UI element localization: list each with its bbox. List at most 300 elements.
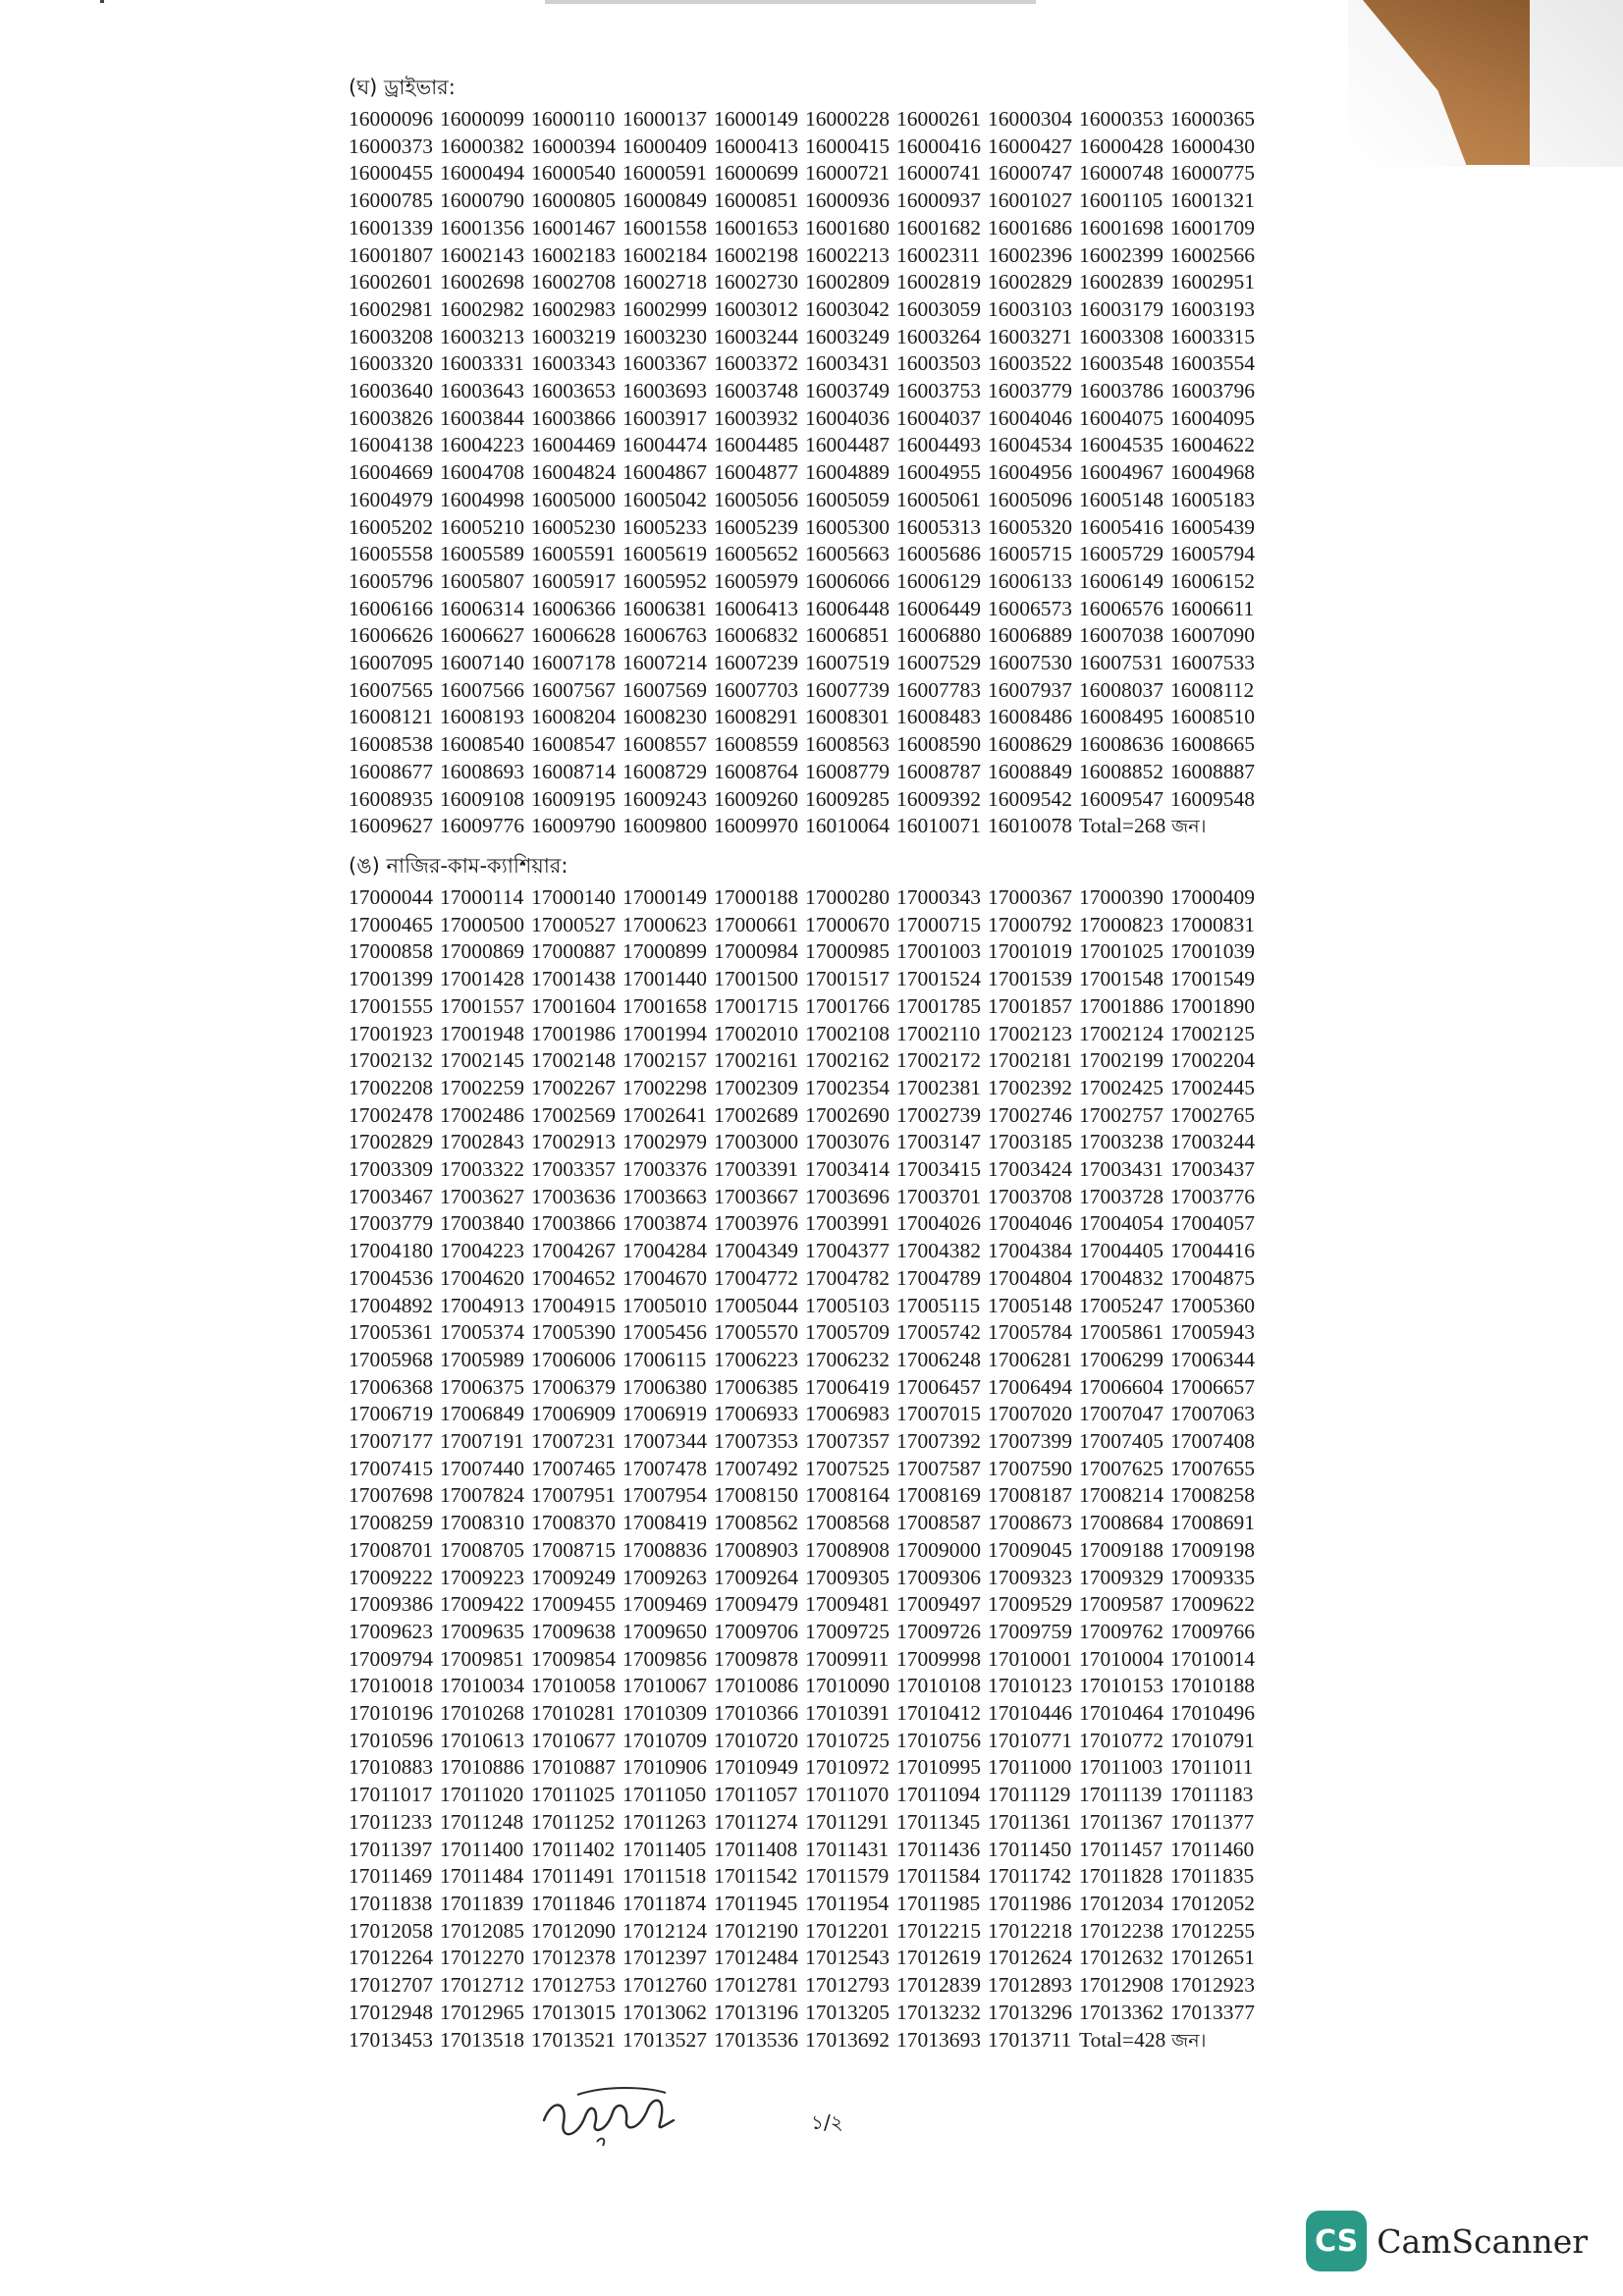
roll-number: 16004485 [714, 433, 798, 457]
roll-number: 17003667 [714, 1184, 798, 1208]
roll-number: 16003213 [440, 324, 524, 348]
total-count: Total=268 [1079, 814, 1166, 838]
roll-number: 16010064 [805, 814, 890, 838]
roll-number: 16000455 [349, 161, 433, 186]
roll-number: 17004832 [1079, 1265, 1163, 1290]
roll-number: 17007590 [988, 1456, 1072, 1480]
roll-number: 17009305 [805, 1565, 890, 1589]
roll-number: 16006066 [805, 568, 890, 593]
roll-number: 16000415 [805, 133, 890, 158]
roll-number: 16007703 [714, 677, 798, 702]
roll-number: 17002641 [622, 1102, 707, 1127]
roll-number: 16008935 [349, 786, 433, 811]
roll-number: 16006889 [988, 623, 1072, 648]
roll-number: 17002208 [349, 1075, 433, 1099]
roll-number: 17011361 [988, 1809, 1072, 1834]
roll-number: 16007937 [988, 677, 1072, 702]
roll-number: 17012781 [714, 1973, 798, 1998]
roll-number: 17006368 [349, 1374, 433, 1399]
roll-number: 17005390 [531, 1320, 616, 1345]
roll-number: 16004046 [988, 405, 1072, 430]
roll-number: 16002718 [622, 270, 707, 294]
roll-number: 17008150 [714, 1483, 798, 1508]
roll-number: 16002829 [988, 270, 1072, 294]
roll-number: 17000887 [531, 939, 616, 964]
roll-number: 17009045 [988, 1537, 1072, 1562]
section-total [1079, 2027, 1207, 2056]
roll-number: 16007739 [805, 677, 890, 702]
roll-number: 17003840 [440, 1211, 524, 1236]
roll-number: 16001105 [1079, 188, 1163, 213]
roll-number: 17000984 [714, 939, 798, 964]
roll-number: 16006880 [896, 623, 981, 648]
roll-number: 16000099 [440, 107, 524, 131]
roll-number: 17008715 [531, 1537, 616, 1562]
roll-number: 17008568 [805, 1511, 890, 1535]
roll-number: 16008849 [988, 759, 1072, 783]
roll-number: 17010086 [714, 1674, 798, 1698]
roll-number: 17003238 [1079, 1130, 1163, 1154]
roll-number: 17008187 [988, 1483, 1072, 1508]
roll-number: 16007214 [622, 651, 707, 675]
roll-number: 17012948 [349, 2000, 433, 2024]
roll-number: 17011291 [805, 1809, 890, 1834]
roll-number: 16001653 [714, 215, 798, 240]
roll-number: 16005652 [714, 542, 798, 566]
roll-number: 17010412 [896, 1701, 981, 1726]
roll-number: 17002690 [805, 1102, 890, 1127]
roll-number: 17006223 [714, 1347, 798, 1371]
roll-number: 17013536 [714, 2027, 798, 2052]
roll-number: 16008193 [440, 705, 524, 729]
roll-number: 16007569 [622, 677, 707, 702]
roll-number: 16003917 [622, 405, 707, 430]
roll-number: 16008037 [1079, 677, 1163, 702]
roll-number: 16005979 [714, 568, 798, 593]
roll-number: 16008486 [988, 705, 1072, 729]
roll-number: 17011057 [714, 1783, 798, 1807]
roll-number: 17002979 [622, 1130, 707, 1154]
roll-number: 17000985 [805, 939, 890, 964]
roll-number: 17013296 [988, 2000, 1072, 2024]
roll-number: 17009856 [622, 1646, 707, 1671]
roll-number: 17007655 [1170, 1456, 1255, 1480]
roll-number: 17010772 [1079, 1728, 1163, 1752]
roll-number: 17012052 [1170, 1892, 1255, 1915]
roll-number: 17011542 [714, 1864, 798, 1889]
roll-number: 16000937 [896, 188, 981, 213]
roll-number: 16000699 [714, 161, 798, 186]
roll-number: 17010123 [988, 1674, 1072, 1698]
roll-number: 16005619 [622, 542, 707, 566]
roll-number: 17012215 [896, 1918, 981, 1943]
roll-number: 16007783 [896, 677, 981, 702]
roll-number: 16005202 [349, 514, 433, 539]
roll-number: 17010883 [349, 1755, 433, 1780]
roll-number: 16006413 [714, 596, 798, 620]
roll-number: 17011050 [622, 1783, 707, 1807]
roll-number: 17010281 [531, 1701, 616, 1726]
roll-number: 17001555 [349, 993, 433, 1018]
roll-number: 17013518 [440, 2027, 524, 2052]
roll-number: 17011846 [531, 1892, 616, 1915]
roll-number: 17000823 [1079, 912, 1163, 936]
roll-number: 17009422 [440, 1592, 524, 1617]
roll-number: 17007353 [714, 1429, 798, 1454]
roll-number: 16003244 [714, 324, 798, 348]
roll-number: 17007824 [440, 1483, 524, 1508]
roll-number: 17009323 [988, 1565, 1072, 1589]
roll-number: 17001886 [1079, 993, 1163, 1018]
roll-number: 16003219 [531, 324, 616, 348]
nazir-section-heading: (ঙ) নাজির-কাম-ক্যাশিয়ার: [349, 853, 568, 878]
roll-number: 17012238 [1079, 1918, 1163, 1943]
roll-number: 17011838 [349, 1892, 433, 1915]
roll-number: 17009188 [1079, 1537, 1163, 1562]
roll-number: 16006448 [805, 596, 890, 620]
camscanner-watermark [1306, 2210, 1588, 2272]
roll-number: 17007525 [805, 1456, 890, 1480]
roll-number: 16002213 [805, 242, 890, 267]
roll-number: 17002125 [1170, 1021, 1255, 1045]
roll-number: 16000494 [440, 161, 524, 186]
roll-number: 16006381 [622, 596, 707, 620]
roll-number: 16006763 [622, 623, 707, 648]
roll-number: 16007531 [1079, 651, 1163, 675]
roll-number: 17013453 [349, 2027, 433, 2052]
roll-number: 17000114 [440, 884, 524, 909]
roll-number: 16000849 [622, 188, 707, 213]
roll-number: 16003179 [1079, 296, 1163, 321]
roll-number: 17002829 [349, 1130, 433, 1154]
roll-number: 17004782 [805, 1265, 890, 1290]
roll-number: 17012264 [349, 1946, 433, 1970]
roll-number: 16005239 [714, 514, 798, 539]
roll-number: 16008230 [622, 705, 707, 729]
roll-number: 17009263 [622, 1565, 707, 1589]
roll-number: 16001339 [349, 215, 433, 240]
roll-number: 17011003 [1079, 1755, 1163, 1780]
roll-number: 17003701 [896, 1184, 981, 1208]
roll-number: 17011469 [349, 1864, 433, 1889]
roll-number: 17012484 [714, 1946, 798, 1970]
roll-number: 16003249 [805, 324, 890, 348]
roll-number: 17010972 [805, 1755, 890, 1780]
roll-number: 16000591 [622, 161, 707, 186]
roll-number: 16008510 [1170, 705, 1255, 729]
roll-number: 16002198 [714, 242, 798, 267]
roll-number: 16002951 [1170, 270, 1255, 294]
roll-number: 16008483 [896, 705, 981, 729]
roll-number: 16006133 [988, 568, 1072, 593]
roll-number: 16005230 [531, 514, 616, 539]
roll-number: 16006611 [1170, 596, 1255, 620]
roll-number: 16007095 [349, 651, 433, 675]
roll-number: 16002839 [1079, 270, 1163, 294]
roll-number: 17008370 [531, 1511, 616, 1535]
roll-number: 17008562 [714, 1511, 798, 1535]
roll-number: 17010720 [714, 1728, 798, 1752]
roll-number: 16006832 [714, 623, 798, 648]
roll-number: 17010725 [805, 1728, 890, 1752]
roll-number: 17004772 [714, 1265, 798, 1290]
roll-number: 17004405 [1079, 1239, 1163, 1263]
roll-number: 17006919 [622, 1402, 707, 1426]
roll-number: 16009260 [714, 786, 798, 811]
roll-number: 17010014 [1170, 1646, 1255, 1671]
roll-number: 17009911 [805, 1646, 890, 1671]
roll-number: 17002161 [714, 1048, 798, 1073]
roll-number: 16003042 [805, 296, 890, 321]
roll-number: 16008852 [1079, 759, 1163, 783]
roll-number: 16003193 [1170, 296, 1255, 321]
roll-number: 17010771 [988, 1728, 1072, 1752]
roll-number: 16003749 [805, 379, 890, 403]
roll-number: 16003548 [1079, 351, 1163, 376]
roll-number: 17012893 [988, 1973, 1072, 1998]
roll-number: 17003076 [805, 1130, 890, 1154]
roll-number: 17002148 [531, 1048, 616, 1073]
roll-number: 17008836 [622, 1537, 707, 1562]
roll-number: 17010709 [622, 1728, 707, 1752]
roll-number: 17004349 [714, 1239, 798, 1263]
roll-number: 17000149 [622, 884, 707, 909]
roll-number: 17010949 [714, 1755, 798, 1780]
roll-number: 17003467 [349, 1184, 433, 1208]
roll-number: 17010613 [440, 1728, 524, 1752]
roll-number: 17010496 [1170, 1701, 1255, 1726]
roll-number: 17000831 [1170, 912, 1255, 936]
total-count: Total=428 [1079, 2027, 1166, 2052]
roll-number: 17009223 [440, 1565, 524, 1589]
roll-number: 17008673 [988, 1511, 1072, 1535]
roll-number: 17010446 [988, 1701, 1072, 1726]
roll-number: 17009479 [714, 1592, 798, 1617]
roll-number: 17002157 [622, 1048, 707, 1073]
roll-number: 16005794 [1170, 542, 1255, 566]
roll-number: 17004652 [531, 1265, 616, 1290]
roll-number: 16008538 [349, 732, 433, 757]
roll-number: 17007063 [1170, 1402, 1255, 1426]
roll-number: 17007392 [896, 1429, 981, 1454]
roll-number: 17001399 [349, 967, 433, 991]
roll-number: 17011397 [349, 1837, 433, 1861]
roll-number: 17011518 [622, 1864, 707, 1889]
roll-number: 17001025 [1079, 939, 1163, 964]
roll-number: 17007047 [1079, 1402, 1163, 1426]
roll-number: 17003776 [1170, 1184, 1255, 1208]
roll-number: 17002267 [531, 1075, 616, 1099]
roll-number: 17007015 [896, 1402, 981, 1426]
roll-number: 16010071 [896, 814, 981, 838]
roll-number: 17003244 [1170, 1130, 1255, 1154]
roll-number: 17009386 [349, 1592, 433, 1617]
roll-number: 17004670 [622, 1265, 707, 1290]
roll-number: 17005968 [349, 1347, 433, 1371]
roll-number: 16003753 [896, 379, 981, 403]
roll-number: 17010464 [1079, 1701, 1163, 1726]
roll-number: 16000540 [531, 161, 616, 186]
roll-number: 17002765 [1170, 1102, 1255, 1127]
roll-number: 17011985 [896, 1892, 981, 1915]
roll-number: 17000715 [896, 912, 981, 936]
roll-number: 16009542 [988, 786, 1072, 811]
roll-number: 17007440 [440, 1456, 524, 1480]
roll-number: 17011457 [1079, 1837, 1163, 1861]
roll-number: 17006494 [988, 1374, 1072, 1399]
roll-number: 16005663 [805, 542, 890, 566]
roll-number: 17011450 [988, 1837, 1072, 1861]
roll-number: 16003643 [440, 379, 524, 403]
roll-number: 16006149 [1079, 568, 1163, 593]
roll-number: 17010067 [622, 1674, 707, 1698]
roll-number: 17003663 [622, 1184, 707, 1208]
roll-number: 16008112 [1170, 677, 1255, 702]
roll-number: 16002698 [440, 270, 524, 294]
roll-number: 17011402 [531, 1837, 616, 1861]
roll-number: 16008665 [1170, 732, 1255, 757]
roll-number: 16009195 [531, 786, 616, 811]
roll-number: 16009392 [896, 786, 981, 811]
roll-number: 17012218 [988, 1918, 1072, 1943]
roll-number: 16005558 [349, 542, 433, 566]
roll-number: 17009762 [1079, 1619, 1163, 1643]
roll-number: 17012760 [622, 1973, 707, 1998]
roll-number: 17008701 [349, 1537, 433, 1562]
roll-number: 17008691 [1170, 1511, 1255, 1535]
roll-number: 16005686 [896, 542, 981, 566]
roll-number: 17009000 [896, 1537, 981, 1562]
roll-number: 17002199 [1079, 1048, 1163, 1073]
roll-number: 17006380 [622, 1374, 707, 1399]
roll-number: 16002184 [622, 242, 707, 267]
roll-number: 17007492 [714, 1456, 798, 1480]
roll-number: 17013377 [1170, 2000, 1255, 2024]
roll-number: 17009878 [714, 1646, 798, 1671]
roll-number: 17003357 [531, 1157, 616, 1182]
roll-number: 17008310 [440, 1511, 524, 1535]
roll-number: 17006604 [1079, 1374, 1163, 1399]
roll-number: 16005917 [531, 568, 616, 593]
roll-number: 16002183 [531, 242, 616, 267]
roll-number: 16000741 [896, 161, 981, 186]
roll-number: 17009529 [988, 1592, 1072, 1617]
roll-number: 17005361 [349, 1320, 433, 1345]
roll-number: 17007698 [349, 1483, 433, 1508]
roll-number: 17004384 [988, 1239, 1072, 1263]
roll-number: 17002478 [349, 1102, 433, 1127]
roll-number: 16003230 [622, 324, 707, 348]
roll-number: 17013362 [1079, 2000, 1163, 2024]
roll-number: 16007533 [1170, 651, 1255, 675]
roll-number: 17002354 [805, 1075, 890, 1099]
roll-number: 16006627 [440, 623, 524, 648]
roll-number: 17010004 [1079, 1646, 1163, 1671]
roll-number: 16003315 [1170, 324, 1255, 348]
roll-number: 17005374 [440, 1320, 524, 1345]
roll-number: 17006006 [531, 1347, 616, 1371]
roll-number: 16000382 [440, 133, 524, 158]
roll-number: 16003059 [896, 296, 981, 321]
roll-number: 17013205 [805, 2000, 890, 2024]
driver-section-heading: (ঘ) ড্রাইভার: [349, 76, 456, 99]
roll-number: 17007408 [1170, 1429, 1255, 1454]
roll-number: 17003391 [714, 1157, 798, 1182]
roll-number: 16003367 [622, 351, 707, 376]
roll-number: 17011839 [440, 1892, 524, 1915]
roll-number: 16005096 [988, 487, 1072, 511]
roll-number: 17013693 [896, 2027, 981, 2052]
roll-number: 16004138 [349, 433, 433, 457]
roll-number: 17007465 [531, 1456, 616, 1480]
roll-number: 16002143 [440, 242, 524, 267]
roll-number: 16004824 [531, 460, 616, 485]
roll-number: 16005210 [440, 514, 524, 539]
roll-number: 17002259 [440, 1075, 524, 1099]
roll-number: 17012201 [805, 1918, 890, 1943]
roll-number: 16009800 [622, 814, 707, 838]
roll-number: 16002809 [805, 270, 890, 294]
roll-number: 17005570 [714, 1320, 798, 1345]
roll-number: 16006573 [988, 596, 1072, 620]
roll-number: 16007178 [531, 651, 616, 675]
roll-number: 17009622 [1170, 1592, 1255, 1617]
roll-number: 17012707 [349, 1973, 433, 1998]
roll-number: 17009335 [1170, 1565, 1255, 1589]
roll-number: 16004493 [896, 433, 981, 457]
roll-number: 16009548 [1170, 786, 1255, 811]
roll-number: 16000851 [714, 188, 798, 213]
roll-number: 16004474 [622, 433, 707, 457]
roll-number: 17011367 [1079, 1809, 1163, 1834]
roll-number: 16004535 [1079, 433, 1163, 457]
roll-number: 17000465 [349, 912, 433, 936]
roll-number: 17010791 [1170, 1728, 1255, 1752]
roll-number: 17002392 [988, 1075, 1072, 1099]
roll-number: 17005861 [1079, 1320, 1163, 1345]
roll-number: 17007231 [531, 1429, 616, 1454]
roll-number: 16005042 [622, 487, 707, 511]
roll-number: 16000353 [1079, 107, 1163, 131]
roll-number: 16004487 [805, 433, 890, 457]
roll-number: 16003503 [896, 351, 981, 376]
roll-number: 16001686 [988, 215, 1072, 240]
roll-number: 16000747 [988, 161, 1072, 186]
roll-number: 17007344 [622, 1429, 707, 1454]
roll-number: 16004889 [805, 460, 890, 485]
roll-number: 17004267 [531, 1239, 616, 1263]
roll-number: 17005148 [988, 1293, 1072, 1317]
roll-number: 17003976 [714, 1211, 798, 1236]
roll-number: 16002601 [349, 270, 433, 294]
roll-number: 17010108 [896, 1674, 981, 1698]
roll-number: 16010078 [988, 814, 1072, 838]
roll-number: 17013711 [988, 2027, 1072, 2052]
roll-number: 17002123 [988, 1021, 1072, 1045]
roll-number: 16004979 [349, 487, 433, 511]
roll-number: 17001548 [1079, 967, 1163, 991]
roll-number: 17011828 [1079, 1864, 1163, 1889]
roll-number: 17007951 [531, 1483, 616, 1508]
roll-number: 17004382 [896, 1239, 981, 1263]
roll-number: 17002425 [1079, 1075, 1163, 1099]
roll-number: 17004223 [440, 1239, 524, 1263]
roll-number: 17007405 [1079, 1429, 1163, 1454]
roll-number: 16001027 [988, 188, 1072, 213]
roll-number: 16003779 [988, 379, 1072, 403]
roll-number: 17008684 [1079, 1511, 1163, 1535]
roll-number: 17001557 [440, 993, 524, 1018]
